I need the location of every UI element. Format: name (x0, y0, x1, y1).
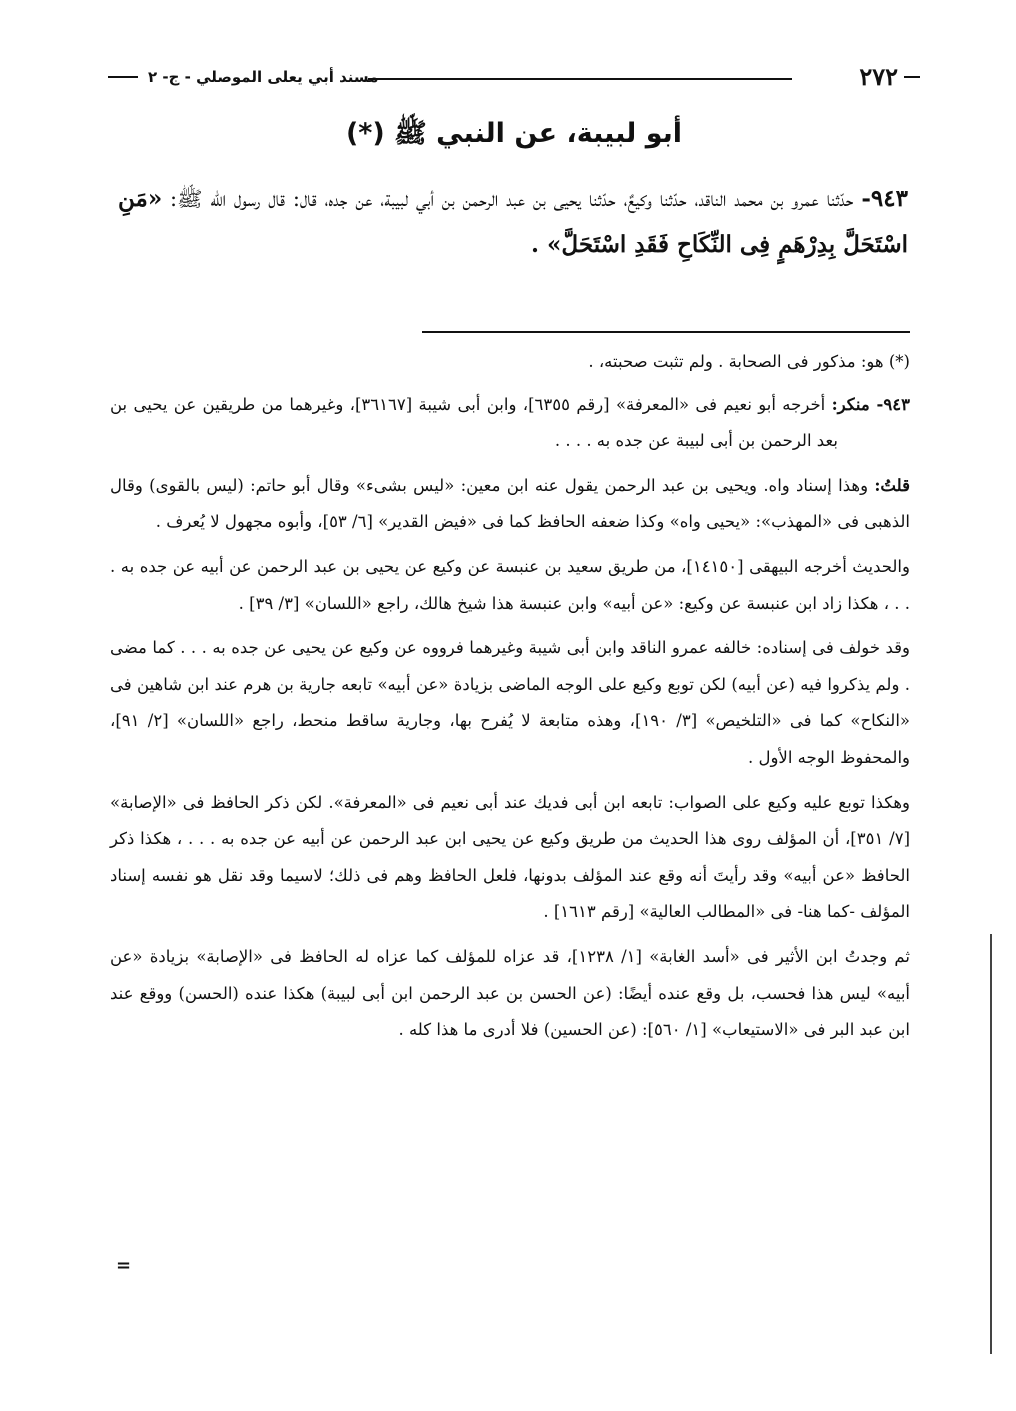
header-rule (368, 78, 792, 80)
continuation-mark: = (116, 1255, 132, 1276)
margin-rule (990, 934, 992, 1354)
running-header (108, 62, 920, 92)
footnotes (110, 344, 910, 1057)
section-title: أبو لبيبة، عن النبي ﷺ (*) (345, 118, 683, 149)
takhrij-label: ٩٤٣- منكر: (831, 394, 910, 414)
book-title: مسند أبي يعلى الموصلي - ج- ٢ (148, 68, 379, 86)
footnote-ibn-athir: ثم وجدتُ ابن الأثير فى «أسد الغابة» [١/ ١٢٣٨]، قد عزاه للمؤلف كما عزاه له الحافظ فى «الإصابة» بزيادة «عن أبيه» ليس هذا فحسب، بل وقع عنده أيضًا: (عن الحسن بن عبد الرحمن ابن أبى لبيبة) هكذا عنده (الحسن) ووقع عند ابن عبد البر فى «الاستيعاب» [١/ ٥٦٠]: (عن الحسين) فلا أدرى ما هذا كله . (110, 946, 910, 1040)
footnote-khulif: وقد خولف فى إسناده: خالفه عمرو الناقد وابن أبى شيبة وغيرهما فرووه عن وكيع عن يحيى عن جده به . . . كما مضى . ولم يذكروا فيه (عن أبيه) لكن توبع وكيع على الوجه الماضى بزيادة «عن أبيه» تابعه جارية بن هرم عند ابن شاهين فى «النكاح» كما فى «التلخيص» [٣/ ١٩٠]، وهذه متابعة لا يُفرح بها، وجارية ساقط منحط، راجع «اللسان» [٢/ ٩١]، والمحفوظ الوجه الأول . (110, 638, 911, 767)
footnote-divider (422, 331, 910, 333)
footnote-hakadha: وهكذا توبع عليه وكيع على الصواب: تابعه ابن أبى فديك عند أبى نعيم فى «المعرفة». لكن ذكر الحافظ فى «الإصابة» [٧/ ٣٥١]، أن المؤلف روى هذا الحديث من طريق وكيع عن يحيى ابن عبد الرحمن عن أبيه عن جده به . . . ، هكذا ذكر الحافظ «عن أبيه» وقد رأيتَ أنه وقع عند المؤلف بدونها، فلعل الحافظ وهم فى ذلك؛ لاسيما وقد نقل هو نفسه إسناد المؤلف -كما هنا- فى «المطالب العالية» [رقم ١٦١٣] . (110, 792, 910, 922)
footnote-star: (*) هو: مذكور فى الصحابة . ولم تثبت صحبته، . (588, 352, 910, 371)
hadith-matn: «مَنِ اسْتَحَلَّ بِدِرْهَمٍ فِى النِّكَاحِ فَقَدِ اسْتَحَلَّ» . (118, 185, 908, 258)
qultu-label: قلتُ: (874, 475, 910, 495)
hadith-text (118, 176, 908, 268)
header-dash-right (904, 76, 920, 78)
footnote-bayhaqi: والحديث أخرجه البيهقى [١٤١٥٠]، من طريق سعيد بن عنبسة عن وكيع عن يحيى بن عبد الرحمن عن أبيه عن جده به . . . ، هكذا زاد ابن عنبسة عن وكيع: «عن أبيه» وابن عنبسة هذا شيخ هالك، راجع «اللسان» [٣/ ٣٩] . (110, 556, 910, 613)
footnote-qultu (110, 468, 910, 541)
footnote-takhrij (110, 387, 910, 460)
header-dash-left (108, 76, 138, 78)
hadith-number: ٩٤٣- (861, 185, 908, 212)
page-number: ٢٧٢ (859, 62, 898, 91)
takhrij-text: أخرجه أبو نعيم فى «المعرفة» [رقم ٦٣٥٥]، وابن أبى شيبة [٣٦١٦٧]، وغيرهما من طريقين عن يحيى بن بعد الرحمن بن أبى لبيبة عن جده به . . . . (110, 394, 838, 451)
qultu-text: وهذا إسناد واه. ويحيى بن عبد الرحمن يقول عنه ابن معين: «ليس بشىء» وقال أبو حاتم: (ليس بالقوى) وقال الذهبى فى «المهذب»: «يحيى واه» وكذا ضعفه الحافظ كما فى «فيض القدير» [٦/ ٥٣]، وأبوه مجهول لا يُعرف . (110, 475, 910, 532)
hadith-isnad: حدّثنا عمرو بن محمد الناقد، حدّثنا وكيعٌ، حدّثنا يحيى بن عبد الرحمن بن أبي لبيبة، عن جده، قال: قال رسول اللّه ﷺ: (170, 187, 854, 211)
